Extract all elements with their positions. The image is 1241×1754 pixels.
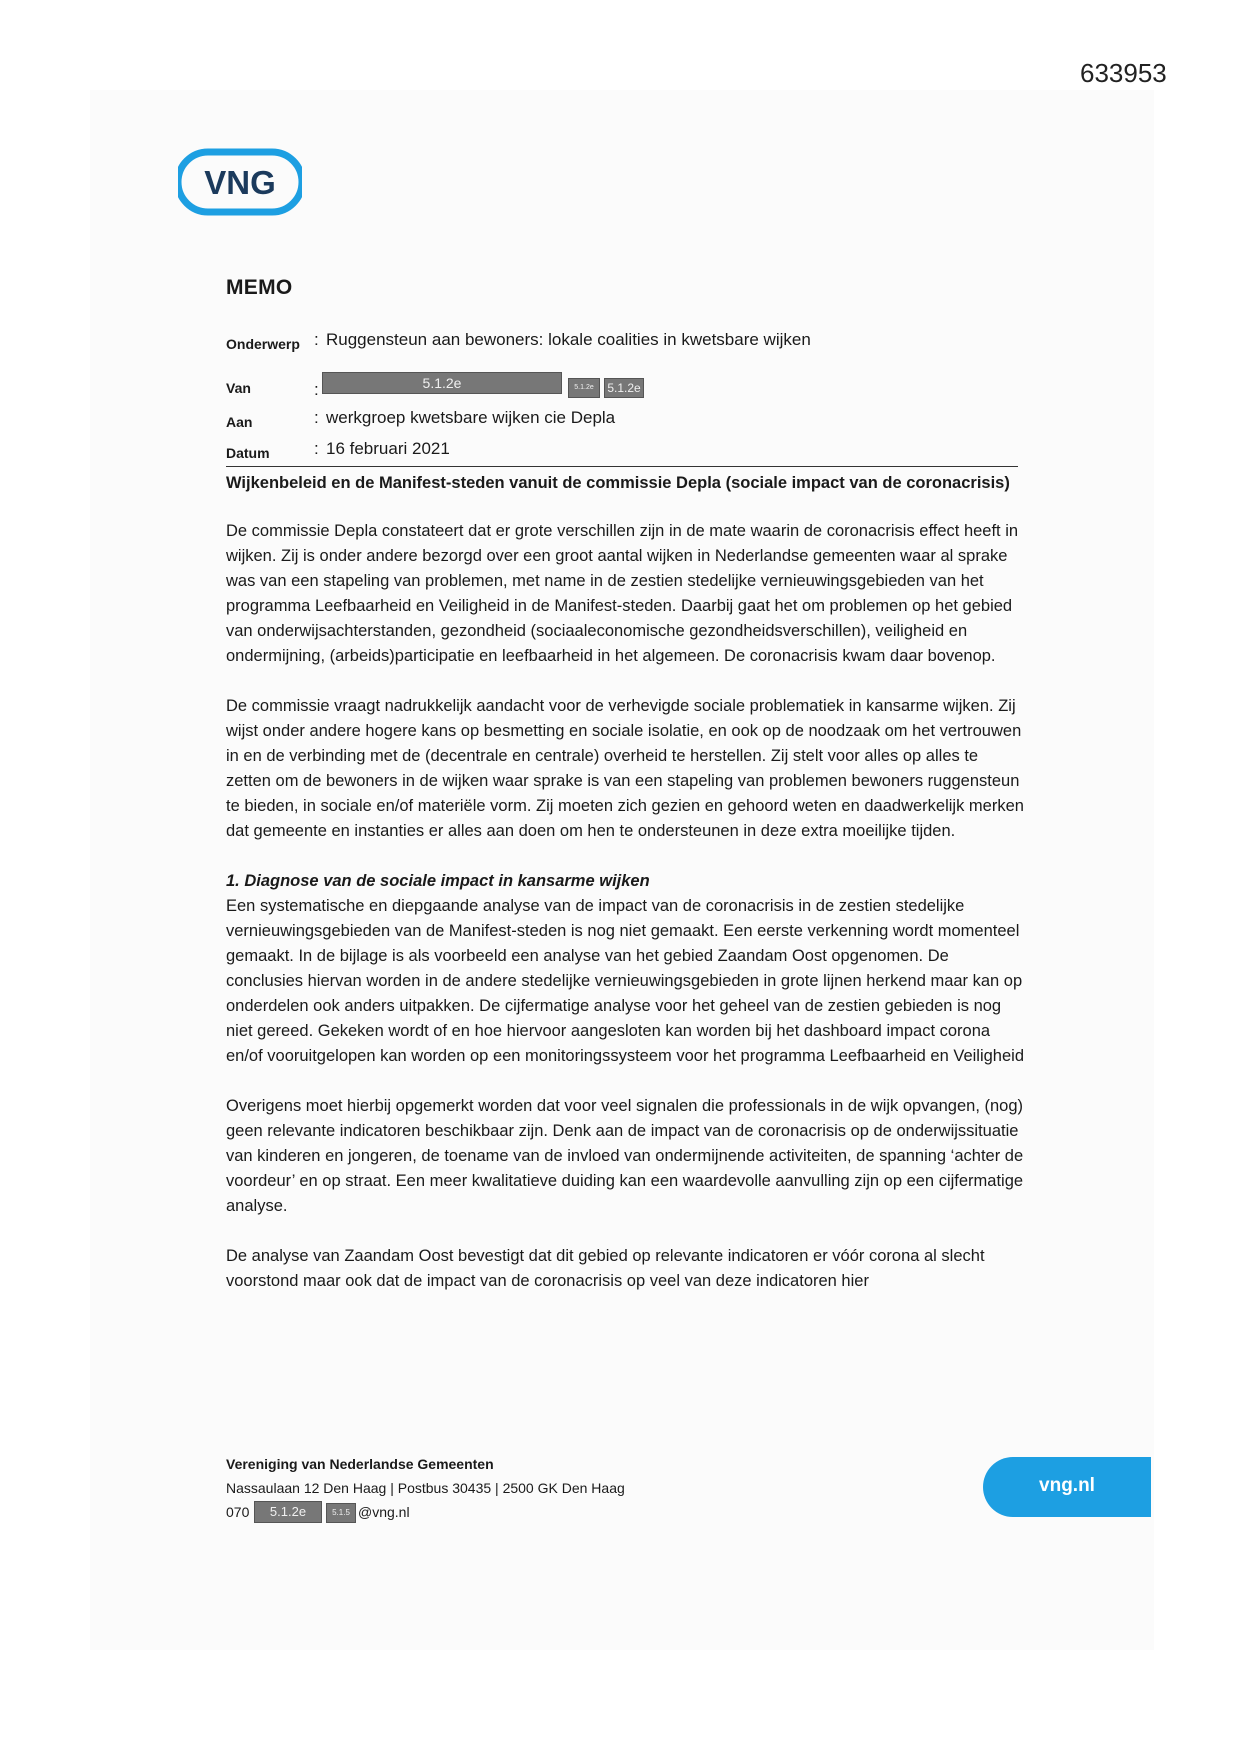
redaction-van-name: 5.1.2e — [322, 372, 562, 394]
section-title: 1. Diagnose van de sociale impact in kansarme wijken — [226, 872, 650, 890]
footer — [226, 1452, 726, 1524]
meta-colon: : — [314, 408, 319, 427]
meta-label-aan: Aan — [226, 414, 253, 430]
footer-org: Vereniging van Nederlandse Gemeenten — [226, 1456, 494, 1472]
meta-colon: : — [314, 439, 319, 458]
meta-label-van: Van — [226, 380, 251, 396]
redaction-van-small: 5.1.2e — [568, 378, 600, 398]
document-id: 633953 — [1080, 58, 1167, 88]
meta-datum — [226, 439, 1026, 465]
memo-title: MEMO — [226, 276, 293, 299]
meta-colon: : — [314, 380, 319, 399]
footer-address: Nassaulaan 12 Den Haag | Postbus 30435 | 2500 GK Den Haag — [226, 1480, 625, 1496]
meta-value-onderwerp: Ruggensteun aan bewoners: lokale coalities in kwetsbare wijken — [326, 330, 811, 349]
body-paragraph: Overigens moet hierbij opgemerkt worden dat voor veel signalen die professionals in de wijk opvangen, (nog) geen relevante indicatoren beschikbaar zijn. Denk aan de impact van de coronacrisis op de onderwijssituatie van kinderen en jongeren, de toename van de invloed van ondermijnende activiteiten, de spanning ‘achter de voordeur’ en op straat. Een meer kwalitatieve duiding kan een waardevolle aanvulling zijn op een cijfermatige analyse. — [226, 1097, 1024, 1215]
meta-value-aan: werkgroep kwetsbare wijken cie Depla — [326, 408, 616, 427]
meta-van — [226, 375, 1026, 404]
meta-onderwerp — [226, 330, 1026, 378]
meta-aan — [226, 408, 1026, 434]
footer-email-suffix: @vng.nl — [358, 1504, 410, 1520]
memo-body — [226, 471, 1026, 1319]
footer-contact — [226, 1500, 726, 1524]
header-divider — [226, 466, 1018, 467]
meta-value-datum: 16 februari 2021 — [326, 439, 450, 458]
redaction-email: 5.1.5 — [326, 1503, 356, 1523]
body-paragraph: De commissie vraagt nadrukkelijk aandacht voor de verhevigde sociale problematiek in kansarme wijken. Zij wijst onder andere hogere kans op besmetting en sociale isolatie, en ook op de noodzaak om het vertrouwen in en de verbinding met de (decentrale en centrale) overheid te herstellen. Zij stelt voor alles op alles te zetten om de bewoners in de wijken waar sprake is van een stapeling van problemen bewoners ruggensteun te bieden, in sociale en/of materiële vorm. Zij moeten zich gezien en gehoord weten en daadwerkelijk merken dat gemeente en instanties er alles aan doen om hen te ondersteunen in deze extra moeilijke tijden. — [226, 697, 1024, 840]
vng-link-badge[interactable]: vng.nl — [983, 1457, 1151, 1517]
meta-colon: : — [314, 330, 319, 349]
redaction-phone: 5.1.2e — [254, 1501, 322, 1523]
body-paragraph: De commissie Depla constateert dat er grote verschillen zijn in de mate waarin de coronacrisis effect heeft in wijken. Zij is onder andere bezorgd over een groot aantal wijken in Nederlandse gemeenten waar al sprake was van een stapeling van problemen, met name in de zestien stedelijke vernieuwingsgebieden van het programma Leefbaarheid en Veiligheid in de Manifest-steden. Daarbij gaat het om problemen op het gebied van onderwijsachterstanden, gezondheid (sociaaleconomische gezondheidsverschillen), veiligheid en ondermijning, (arbeids)participatie en leefbaarheid in het algemeen. De coronacrisis kwam daar bovenop. — [226, 522, 1019, 665]
meta-label-datum: Datum — [226, 445, 270, 461]
redaction-van-small: 5.1.2e — [604, 378, 644, 398]
body-paragraph: De analyse van Zaandam Oost bevestigt dat dit gebied op relevante indicatoren er vóór corona al slecht voorstond maar ook dat de impact van de coronacrisis op veel van deze indicatoren hier — [226, 1247, 985, 1290]
meta-label-onderwerp: Onderwerp — [226, 336, 300, 352]
vng-logo-text: VNG — [204, 164, 276, 201]
body-paragraph: Een systematische en diepgaande analyse van de impact van de coronacrisis in de zestien stedelijke vernieuwingsgebieden van de Manifest-steden is nog niet gemaakt. Een eerste verkenning wordt momenteel gemaakt. In de bijlage is als voorbeeld een analyse van het gebied Zaandam Oost opgenomen. De conclusies hiervan worden in de andere stedelijke vernieuwingsgebieden in grote lijnen herkend maar kan op onderdelen ook anders uitpakken. De cijfermatige analyse voor het geheel van de zestien gebieden is nog niet gereed. Gekeken wordt of en hoe hiervoor aangesloten kan worden bij het dashboard impact corona en/of vooruitgelopen kan worden op een monitoringssysteem voor het programma Leefbaarheid en Veiligheid — [226, 897, 1025, 1065]
vng-logo-icon — [178, 148, 302, 216]
memo-heading: Wijkenbeleid en de Manifest-steden vanuit de commissie Depla (sociale impact van de coronacrisis) — [226, 474, 1010, 492]
footer-phone-prefix: 070 — [226, 1504, 250, 1520]
